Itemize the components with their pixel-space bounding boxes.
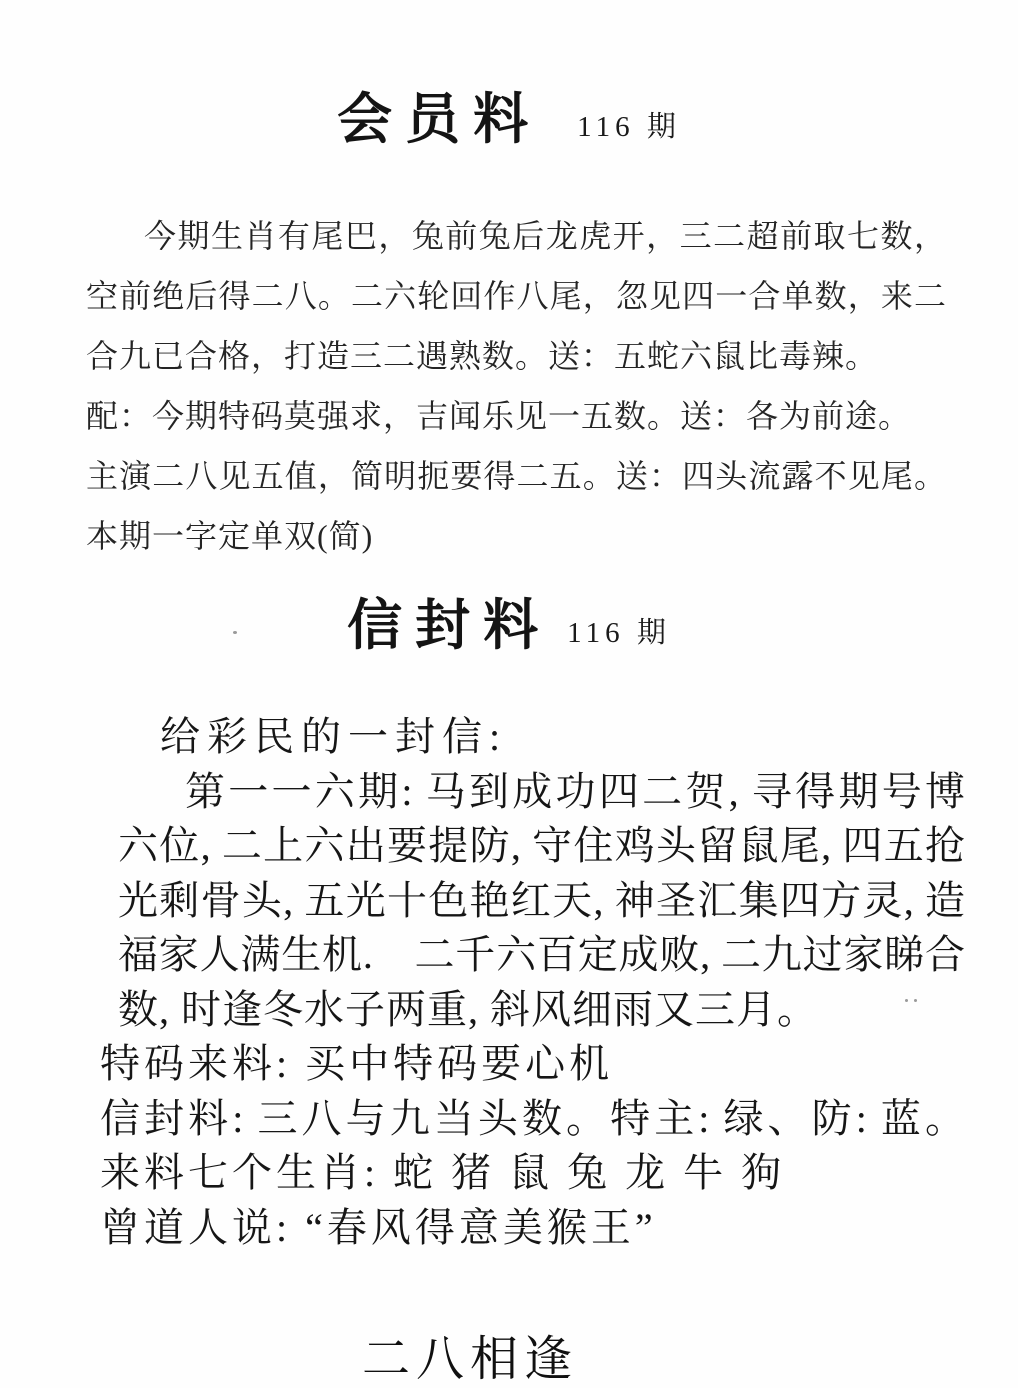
letter-line: 数, 时逢冬水子两重, 斜风细雨又三月。 [118, 986, 818, 1032]
master-quote-line: 曾道人说: “春风得意美猴王” [100, 1204, 657, 1250]
scan-artifact-dot [905, 999, 908, 1002]
member-section-issue-number: 116 期 [577, 110, 681, 143]
member-tip-line: 配：今期特码莫强求，吉闻乐见一五数。送：各为前途。 [86, 398, 912, 434]
letter-line: 六位, 二上六出要提防, 守住鸡头留鼠尾, 四五抢 [118, 823, 965, 868]
envelope-section-title: 信封料 [347, 595, 552, 656]
member-tip-line: 本期一字定单双(简) [86, 518, 374, 554]
letter-line: 光剩骨头, 五光十色艳红天, 神圣汇集四方灵, 造 [118, 877, 965, 923]
scan-artifact-dot [914, 999, 917, 1002]
scan-artifact-dot [233, 631, 237, 634]
envelope-section-issue-number: 116 期 [567, 616, 671, 649]
member-tip-line: 今期生肖有尾巴，兔前兔后龙虎开，三二超前取七数， [144, 218, 946, 254]
envelope-letter-block [100, 710, 965, 1255]
member-section-header [0, 90, 1018, 151]
letter-line: 第一一六期: 马到成功四二贺, 寻得期号博 [185, 768, 965, 814]
member-tip-line: 主演二八见五值，简明扼要得二五。送：四头流露不见尾。 [86, 458, 946, 494]
zodiac-tip-line: 来料七个生肖: 蛇 猪 鼠 兔 龙 牛 狗 [100, 1150, 786, 1195]
footer-title: 二八相逢 [361, 1333, 578, 1386]
envelope-material-tip-line: 信封料: 三八与九当头数。特主: 绿、防: 蓝。 [100, 1095, 965, 1141]
special-number-tip-line: 特码来料: 买中特码要心机 [100, 1041, 614, 1086]
letter-line: 福家人满生机. 二千六百定成败, 二九过家睇合 [118, 932, 965, 977]
envelope-section-header [0, 596, 1018, 657]
member-tip-line: 合九已合格，打造三二遇熟数。送：五蛇六鼠比毒辣。 [86, 338, 879, 374]
member-tips-paragraph [86, 206, 946, 566]
member-tip-line: 空前绝后得二八。二六轮回作八尾，忽见四一合单数，来二 [86, 278, 946, 314]
member-section-title: 会员料 [337, 89, 542, 150]
letter-heading: 给彩民的一封信: [160, 714, 508, 759]
